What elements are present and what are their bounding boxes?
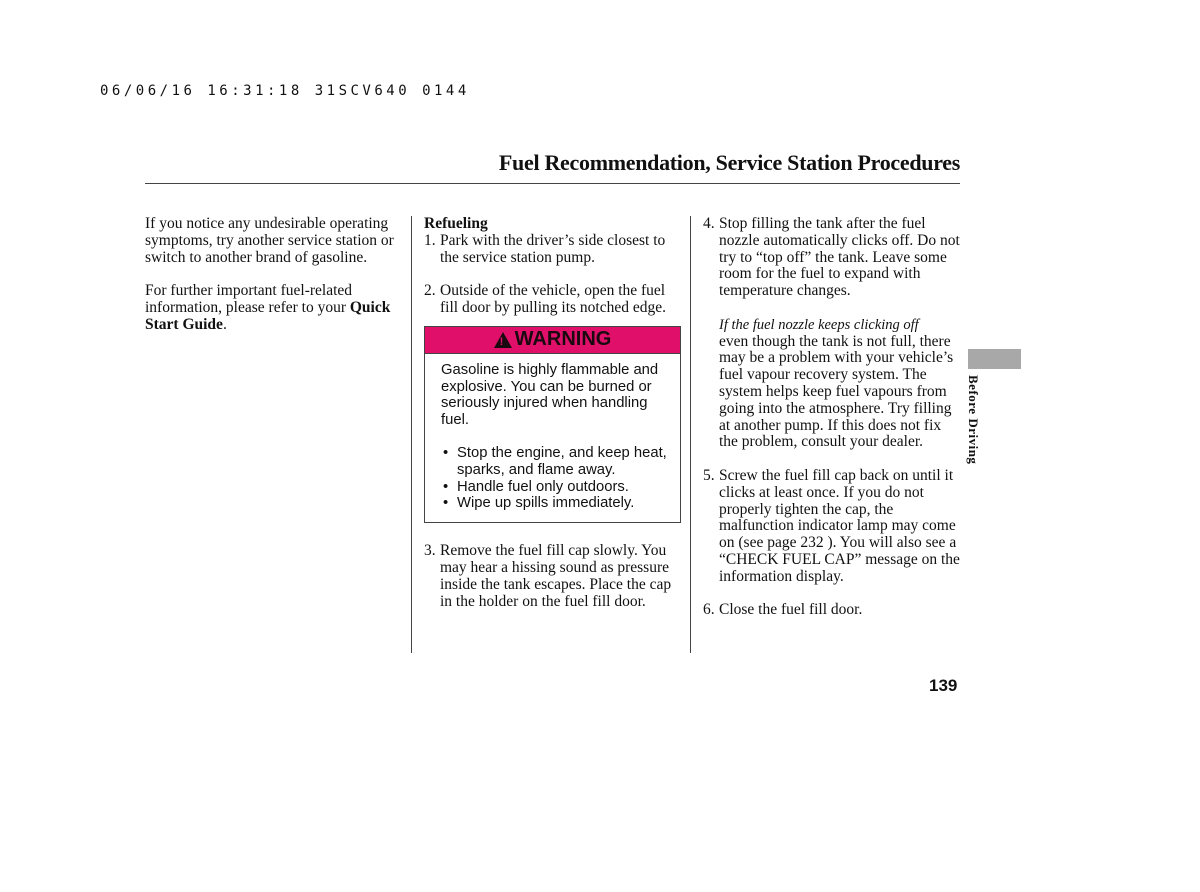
refueling-step-2 <box>424 283 682 317</box>
quick-start-paragraph <box>145 283 395 333</box>
refueling-step-1 <box>424 233 682 267</box>
step-text: Close the fuel fill door. <box>719 601 863 619</box>
quick-start-guide-reference: Quick Start Guide <box>145 298 391 333</box>
warning-header <box>425 327 680 354</box>
column-divider-1 <box>411 216 412 653</box>
warning-label: WARNING <box>514 328 612 351</box>
title-rule <box>145 183 960 184</box>
warning-triangle-icon <box>494 332 512 348</box>
step-text: Park with the driver’s side closest to the service station pump. <box>440 231 666 266</box>
step-text: Screw the fuel fill cap back on until it clicks at least once. If you do not properly tighten the cap, the malfunction indicator lamp may come on (see page 232 ). You will also see a “CHECK FUEL CAP” message on the information display. <box>719 466 960 585</box>
print-stamp: 06/06/16 16:31:18 31SCV640 0144 <box>100 83 470 99</box>
step-text: Stop filling the tank after the fuel nozzle automatically clicks off. Do not try to “top off” the tank. Leave some room for the fuel to expand with temperature changes. <box>719 215 960 300</box>
warning-bullet-list <box>441 445 670 512</box>
step-number: 4. <box>703 215 715 232</box>
section-tab-label: Before Driving <box>966 375 981 465</box>
refueling-step-3 <box>424 543 682 610</box>
warning-body <box>425 354 680 522</box>
quick-start-period: . <box>222 315 227 333</box>
step-text: Remove the fuel fill cap slowly. You may hear a hissing sound as pressure inside the tank escapes. Place the cap in the holder on the fuel fill door. <box>440 542 672 610</box>
page-title: Fuel Recommendation, Service Station Procedures <box>498 150 960 175</box>
column-divider-2 <box>690 216 691 653</box>
refueling-column <box>424 216 682 610</box>
section-tab <box>968 349 1021 369</box>
step-number: 1. <box>424 231 436 249</box>
step-number: 2. <box>424 282 436 300</box>
warning-text: Gasoline is highly flammable and explosive. You can be burned or seriously injured when handling fuel. <box>441 361 659 429</box>
nozzle-note-title: If the fuel nozzle keeps clicking off <box>719 316 919 333</box>
step-number: 6. <box>703 601 715 619</box>
refueling-step-4 <box>703 216 963 300</box>
warning-bullet: • Stop the engine, and keep heat, sparks, and flame away. <box>441 445 670 479</box>
warning-box <box>424 326 681 523</box>
page-number: 139 <box>929 676 958 695</box>
refueling-continued-column <box>703 216 963 619</box>
refueling-step-5 <box>703 468 963 586</box>
warning-bullet: • Wipe up spills immediately. <box>441 495 670 512</box>
quick-start-text: For further important fuel-related information, please refer to your <box>145 282 353 316</box>
refueling-step-6 <box>703 602 963 619</box>
nozzle-note-text: even though the tank is not full, there may be a problem with your vehicle’s fuel vapour recovery system. The system helps keep fuel vapours from going into the atmosphere. Try filling at another pump. If this does not fix the problem, consult your dealer. <box>719 332 954 451</box>
intro-paragraph: If you notice any undesirable operating symptoms, try another service station or switch to another brand of gasoline. <box>145 215 394 266</box>
step-number: 5. <box>703 466 715 484</box>
warning-bullet: • Handle fuel only outdoors. <box>441 479 670 496</box>
step-number: 3. <box>424 542 436 560</box>
intro-column <box>145 216 395 334</box>
refueling-heading: Refueling <box>424 215 488 232</box>
step-text: Outside of the vehicle, open the fuel fill door by pulling its notched edge. <box>440 282 667 316</box>
